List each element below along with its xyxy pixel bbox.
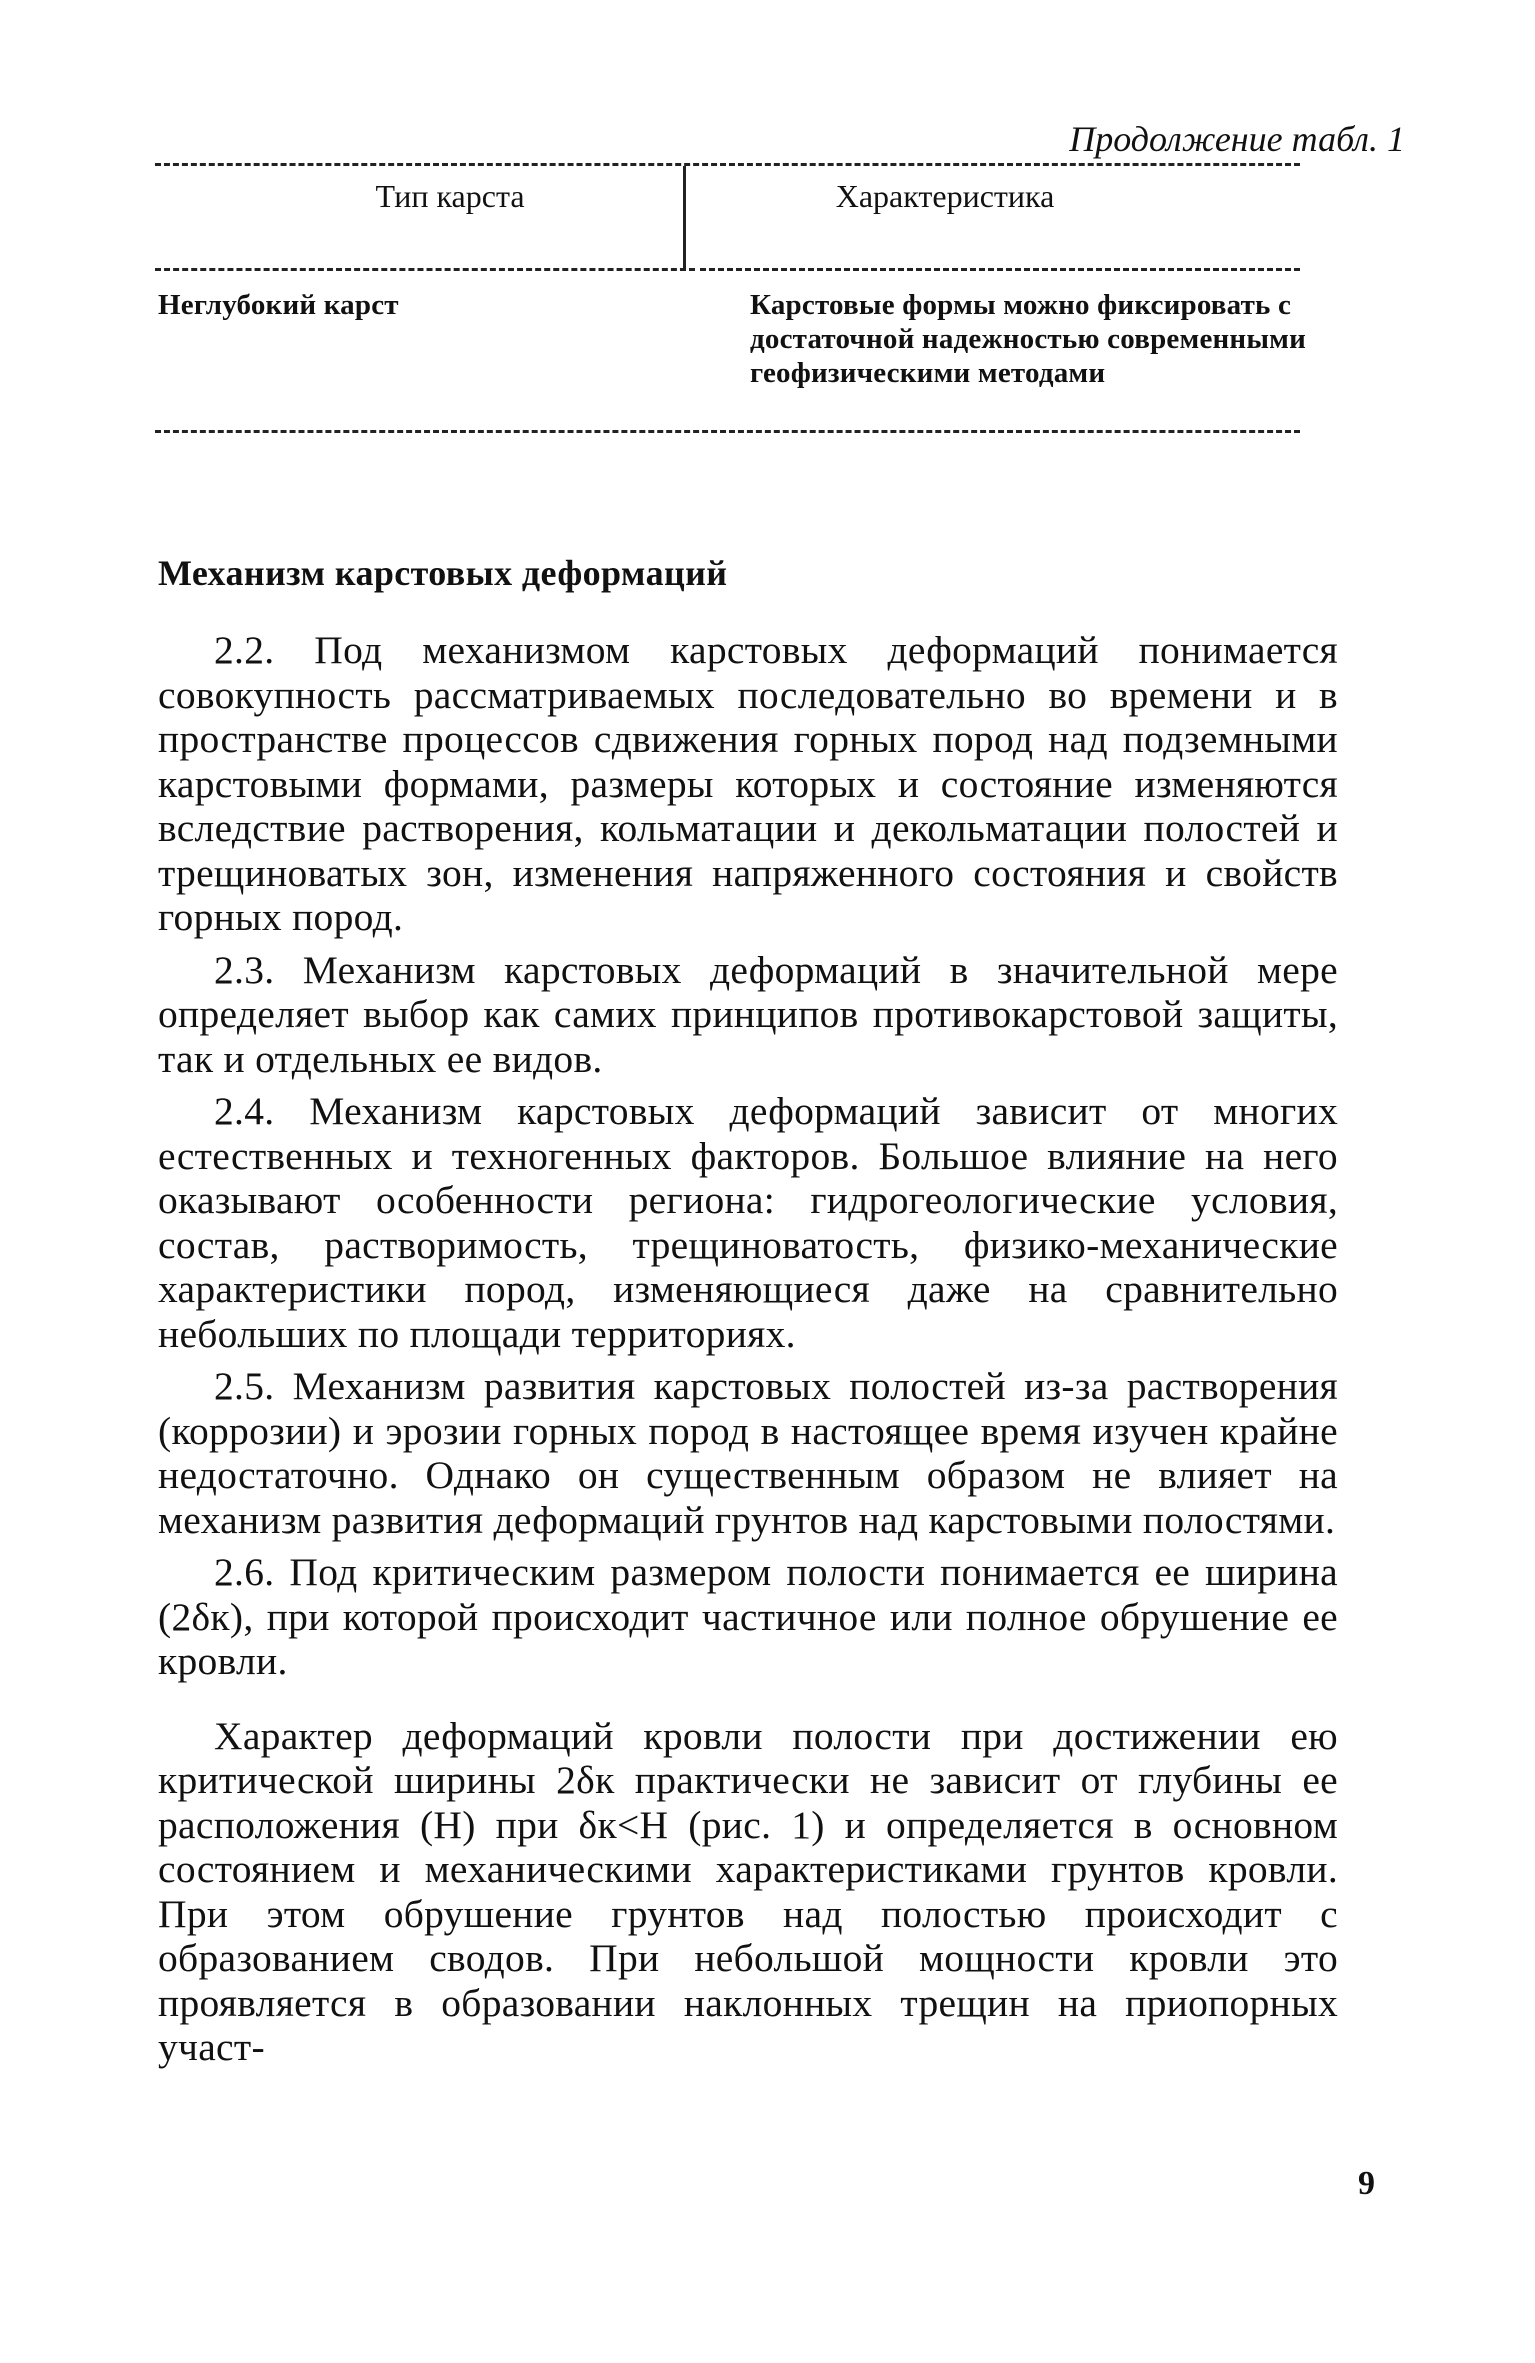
table-header-rule-right (700, 268, 1300, 271)
paragraph-2-5: 2.5. Механизм развития карстовых полостей из-за растворения (коррозии) и эрозии горных пород в настоящее время изучен крайне недостаточно. Однако он существенным образом не влияет на механизм развития деформаций грунтов над карстовыми полостями. (158, 1364, 1338, 1542)
table-column-divider (683, 166, 686, 271)
page-number: 9 (1358, 2165, 1375, 2202)
table-top-rule (155, 163, 1300, 166)
column-header-type: Тип карста (375, 178, 525, 214)
paragraph-2-4: 2.4. Механизм карстовых деформаций зависит от многих естественных и техногенных факторов. Большое влияние на него оказывают особенности региона: гидрогеологические условия, состав, растворимость, трещиноватость, физико-механические характеристики пород, изменяющиеся даже на сравнительно небольших по площади территориях. (158, 1089, 1338, 1356)
paragraph-critical-width: Характер деформаций кровли полости при достижении ею критической ширины 2δк практически не зависит от глубины ее расположения (H) при δк<H (рис. 1) и определяется в основном состоянием и механическими характеристиками грунтов кровли. При этом обрушение грунтов над полостью происходит с образованием сводов. При небольшой мощности кровли это проявляется в образовании наклонных трещин на приопорных участ- (158, 1713, 1338, 2069)
paragraph-2-2: 2.2. Под механизмом карстовых деформаций понимается совокупность рассматриваемых последовательно во времени и в пространстве процессов сдвижения горных пород над подземными карстовыми формами, размеры которых и состояние изменяются вследствие растворения, кольматации и декольматации полостей и трещиноватых зон, изменения напряженного состояния и свойств горных пород. (158, 628, 1338, 939)
section-title: Механизм карстовых деформаций (158, 553, 728, 593)
table-cell-type: Неглубокий карст (158, 289, 399, 321)
paragraph-2-6: 2.6. Под критическим размером полости понимается ее ширина (2δк), при которой происходит частичное или полное обрушение ее кровли. (158, 1550, 1338, 1683)
table-bottom-rule (155, 430, 1300, 433)
table-cell-characteristic: Карстовые формы можно фиксировать с достаточной надежностью современными геофизическими методами (750, 289, 1307, 389)
column-header-characteristic: Характеристика (835, 178, 1055, 214)
table-header-rule-left (155, 268, 695, 271)
table-continuation-caption: Продолжение табл. 1 (1069, 119, 1405, 159)
body-text (158, 628, 1338, 2070)
paragraph-2-3: 2.3. Механизм карстовых деформаций в значительной мере определяет выбор как самих принципов противокарстовой защиты, так и отдельных ее видов. (158, 947, 1338, 1081)
